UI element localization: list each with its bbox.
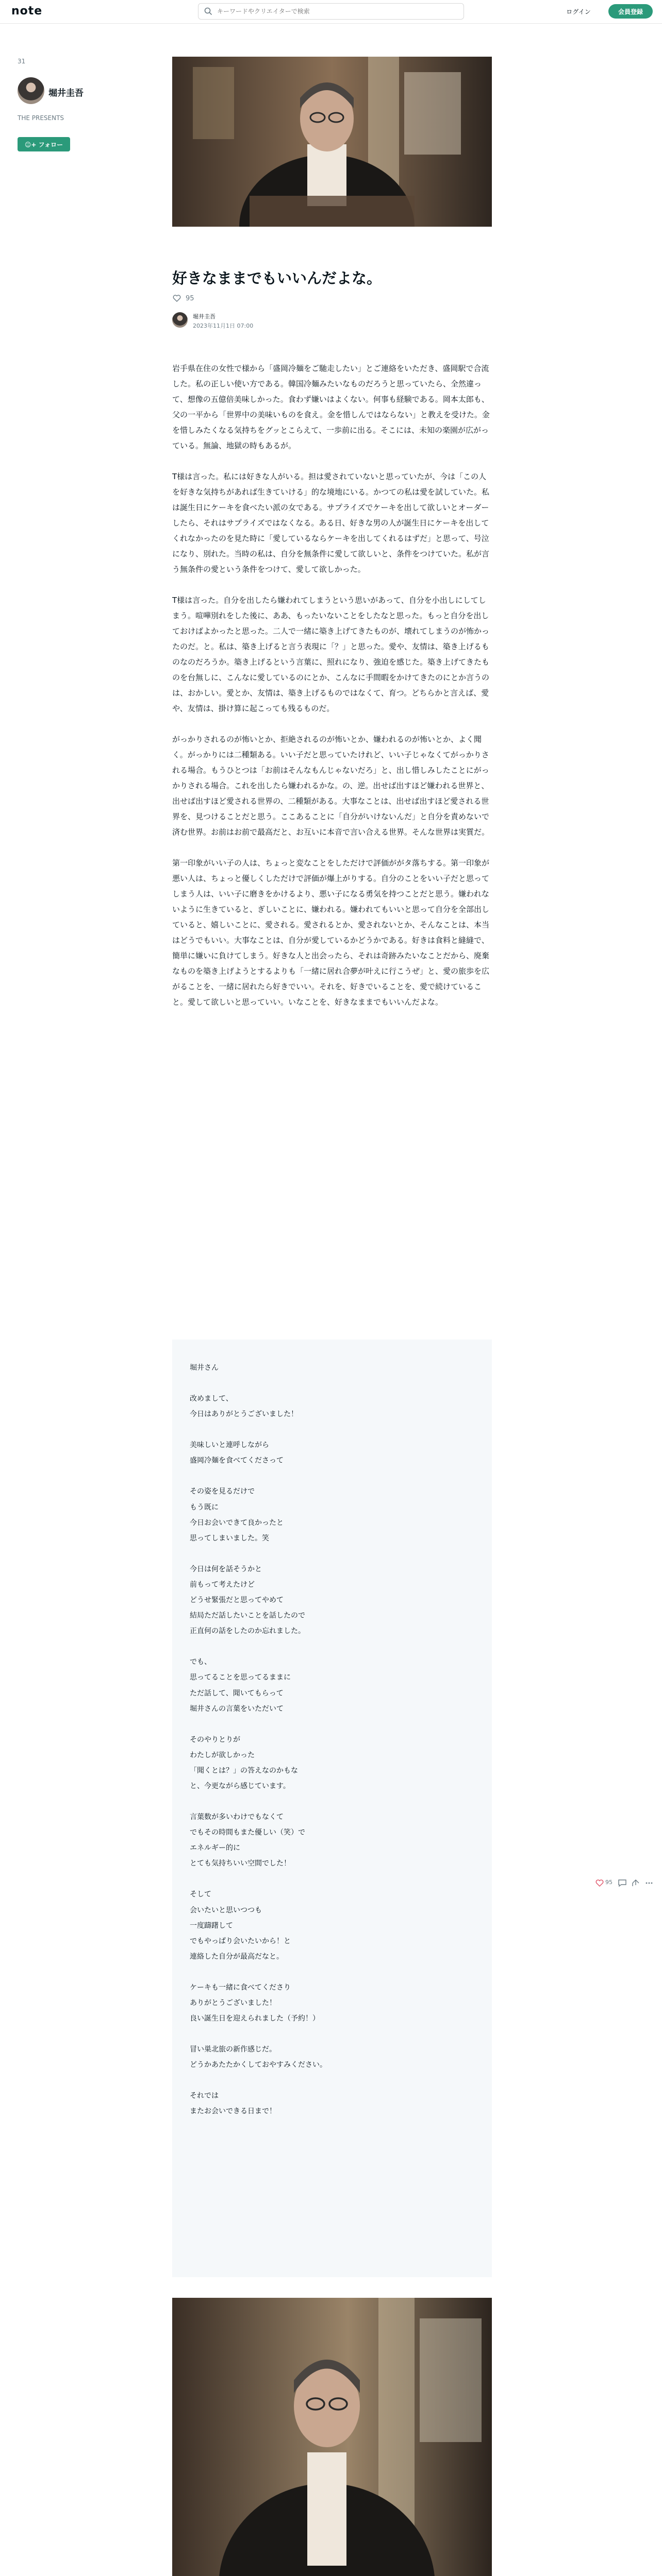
profile-tagline: THE PRESENTS	[18, 114, 64, 122]
article-body	[172, 361, 492, 1025]
quote-line: そして 会いたいと思いつつも 一度躊躇して でもやっぱり会いたいから！と 連絡した自分が最高だなと。	[190, 1890, 291, 1961]
article-photo-bottom	[172, 2298, 492, 2576]
article-photo-top	[172, 57, 492, 227]
heart-icon[interactable]	[595, 1878, 604, 1888]
comment-icon[interactable]	[618, 1878, 627, 1888]
quote-line: 堀井さん	[190, 1364, 219, 1372]
avatar[interactable]	[18, 77, 44, 104]
quote-line: 言葉数が多いわけでもなくて でもその時間もまた優しい（笑）で エネルギー的に とても気持ちいい空間でした！	[190, 1813, 305, 1868]
portrait-photo	[172, 57, 492, 227]
quote-line: 今日は何を話そうかと 前もって考えたけど どうせ緊張だと思ってやめて 結局ただ話したいことを話したので 正直何の話をしたのか忘れました。	[190, 1565, 305, 1636]
body-paragraph: 岩手県在住の女性で様から「盛岡冷麺をご馳走したい」とご連絡をいただき、盛岡駅で合流した。私の正しい使い方である。韓国冷麺みたいなものだろうと思っていたら、全然違って、想像の五億倍美味しかった。食わず嫌いはよくない。何事も経験である。岡本太郎も、父の一平から「世界中の美味いものを食え。金を惜しんではならない」と教えを受けた。金を惜しみたくなる気持ちをグッとこらえて、一歩前に出る。そこには、未知の楽園が広がっている。無論、地獄の時もあるが。	[172, 364, 490, 450]
quoted-message	[172, 1340, 492, 2277]
search-input[interactable]	[217, 4, 459, 19]
heart-icon[interactable]	[172, 294, 181, 303]
quote-line: 美味しいと連呼しながら 盛岡冷麺を食べてくださって	[190, 1441, 284, 1465]
body-paragraph: 第一印象がいい子の人は、ちょっと変なことをしただけで評価ががタ落ちする。第一印象が悪い人は、ちょっと優しくしただけで評価が爆上がりする。自分のことをいい子だと思ってしまう人は、いい子に磨きをかけるより、悪い子になる勇気を持つことだと思う。嫌われないように生きていると、ぎしいことに、嫌われる。嫌われてもいいと思って自分を全部出していると、嬉しいことに、愛される。愛されるとか、愛されないとか、そんなことは、本当はどうでもいい。大事なことは、自分が愛しているかどうかである。好きは食料と縫縫で、簡単に嫌いに負けてしまう。好きな人と出会ったら、それは奇跡みたいなことだから、廃棄なものを築き上げようとするよりも「一緒に居れ合夢が叶えに行こうぜ」と、愛の旅歩を広がることを、一緒に居れたら好きでいい。それを、好きでいることを、愛で続けていること。愛して欲しいと思っていい。いなことを、好きなままでもいいんだよな。	[172, 858, 490, 1007]
follow-button[interactable]	[18, 137, 70, 151]
quote-line: そのやりとりが わたしが欲しかった 「聞くとは？」の答えなのかもな と、今更ながら感じています。	[190, 1735, 298, 1790]
cake-photo	[172, 2298, 492, 2576]
body-paragraph: T様は言った。私には好きな人がいる。担は愛されていないと思っていたが、今は「この人を好きな気持ちがあれば生きていける」的な境地にいる。かつての私は愛を試していた。私は誕生日にケーキを食べたい派の女である。サプライズでケーキを出して欲しいとオーダーしたら、それはサプライズではなくなる。ある日、好きな男の人が誕生日にケーキを出してくれなかったのを見た時に「愛しているならケーキを出してくれるはずだ」と思って、号泣になり、別れた。当時の私は、自分を無条件に愛して欲しいと、条件をつけていた。私が言う無条件の愛という条件をつけて、愛して欲しかった。	[172, 472, 490, 574]
article-title: 好きなままでもいいんだよな。	[172, 269, 382, 287]
post-date: 2023年11月1日 07:00	[193, 323, 254, 329]
quote-line: ケーキも一緒に食べてくださり ありがとうございました！ 良い誕生日を迎えられました（予約！）	[190, 1983, 320, 2023]
like-count: 95	[605, 1879, 613, 1886]
share-icon[interactable]	[631, 1878, 640, 1888]
site-header	[0, 0, 662, 24]
quote-line: その姿を見るだけで もう既に 今日お会いできて良かったと 思ってしまいました。笑	[190, 1487, 284, 1543]
search-icon	[204, 7, 213, 16]
quote-line: それでは またお会いできる日まで！	[190, 2092, 276, 2116]
body-paragraph: がっかりされるのが怖いとか、拒絶されるのが怖いとか、嫌われるのが怖いとか、よく聞く。がっかりには二種類ある。いい子だと思っていたけれど、いい子じゃなくてがっかりされる場合。もうひとつは「お前はそんなもんじゃないだろ」と、出し惜しみしたことにがっかりされる場合。これを出したら嫌われるかな。の、逆。出せば出すほど嫌われる世界と、出せば出すほど愛される世界の、二種類がある。大事なことは、出せば出すほど愛される世界を、見つけることだと思う。ここあることに「自分がいけないんだ」と自分を責めないで済む世界。お前はお前で最高だと、お互いに本音で言い合える世界。そんな世界は実質だ。	[172, 735, 490, 837]
person-add-icon: ☺+	[24, 141, 39, 148]
like-count: 95	[186, 295, 194, 302]
quote-line: 改めまして、 今日はありがとうございました！	[190, 1395, 298, 1419]
body-paragraph: T様は言った。自分を出したら嫌われてしまうという思いがあって、自分を小出しにしてしまう。喧嘩別れをした後に、ああ、もったいないことをしたなと思った。もっと自分を出しておけばよかったと思った。二人で一緒に築き上げてきたものが、壊れてしまうのが怖かったのだ。と。私は、築き上げると言う表現に「？」と思った。愛や、友情は、築き上げるものなのだろうか。築き上げるという言葉に、照れになり、強迫を感じた。築き上げてきたものを台無しに、こんなに愛しているのにとか、こんなに手間暇をかけてきたのにとか言うのは、おかしい。愛とか、友情は、築き上げるものではなくて、育つ。どちらかと言えば、愛や、友情は、掛け算に起こっても残るものだ。	[172, 596, 490, 713]
more-icon[interactable]	[644, 1878, 654, 1888]
count-label: 31	[18, 58, 26, 65]
signup-button[interactable]: 会員登録	[608, 4, 653, 19]
profile-name[interactable]: 堀井圭吾	[48, 88, 84, 98]
author-avatar[interactable]	[172, 312, 188, 328]
note-logo[interactable]: note	[11, 5, 43, 18]
login-button[interactable]: ログイン	[560, 4, 597, 19]
search-box[interactable]	[198, 3, 464, 20]
author-name[interactable]: 堀井圭吾	[193, 313, 216, 320]
quote-line: 冒い巣北旅の新作感じだ。 どうかあたたかくしておやすみください。	[190, 2045, 327, 2070]
follow-label: フォロー	[38, 141, 63, 148]
quote-line: でも、 思ってることを思ってるままに ただ話して、聞いてもらって 堀井さんの言葉をいただいて	[190, 1658, 291, 1713]
floating-action-bar	[595, 1877, 657, 1890]
